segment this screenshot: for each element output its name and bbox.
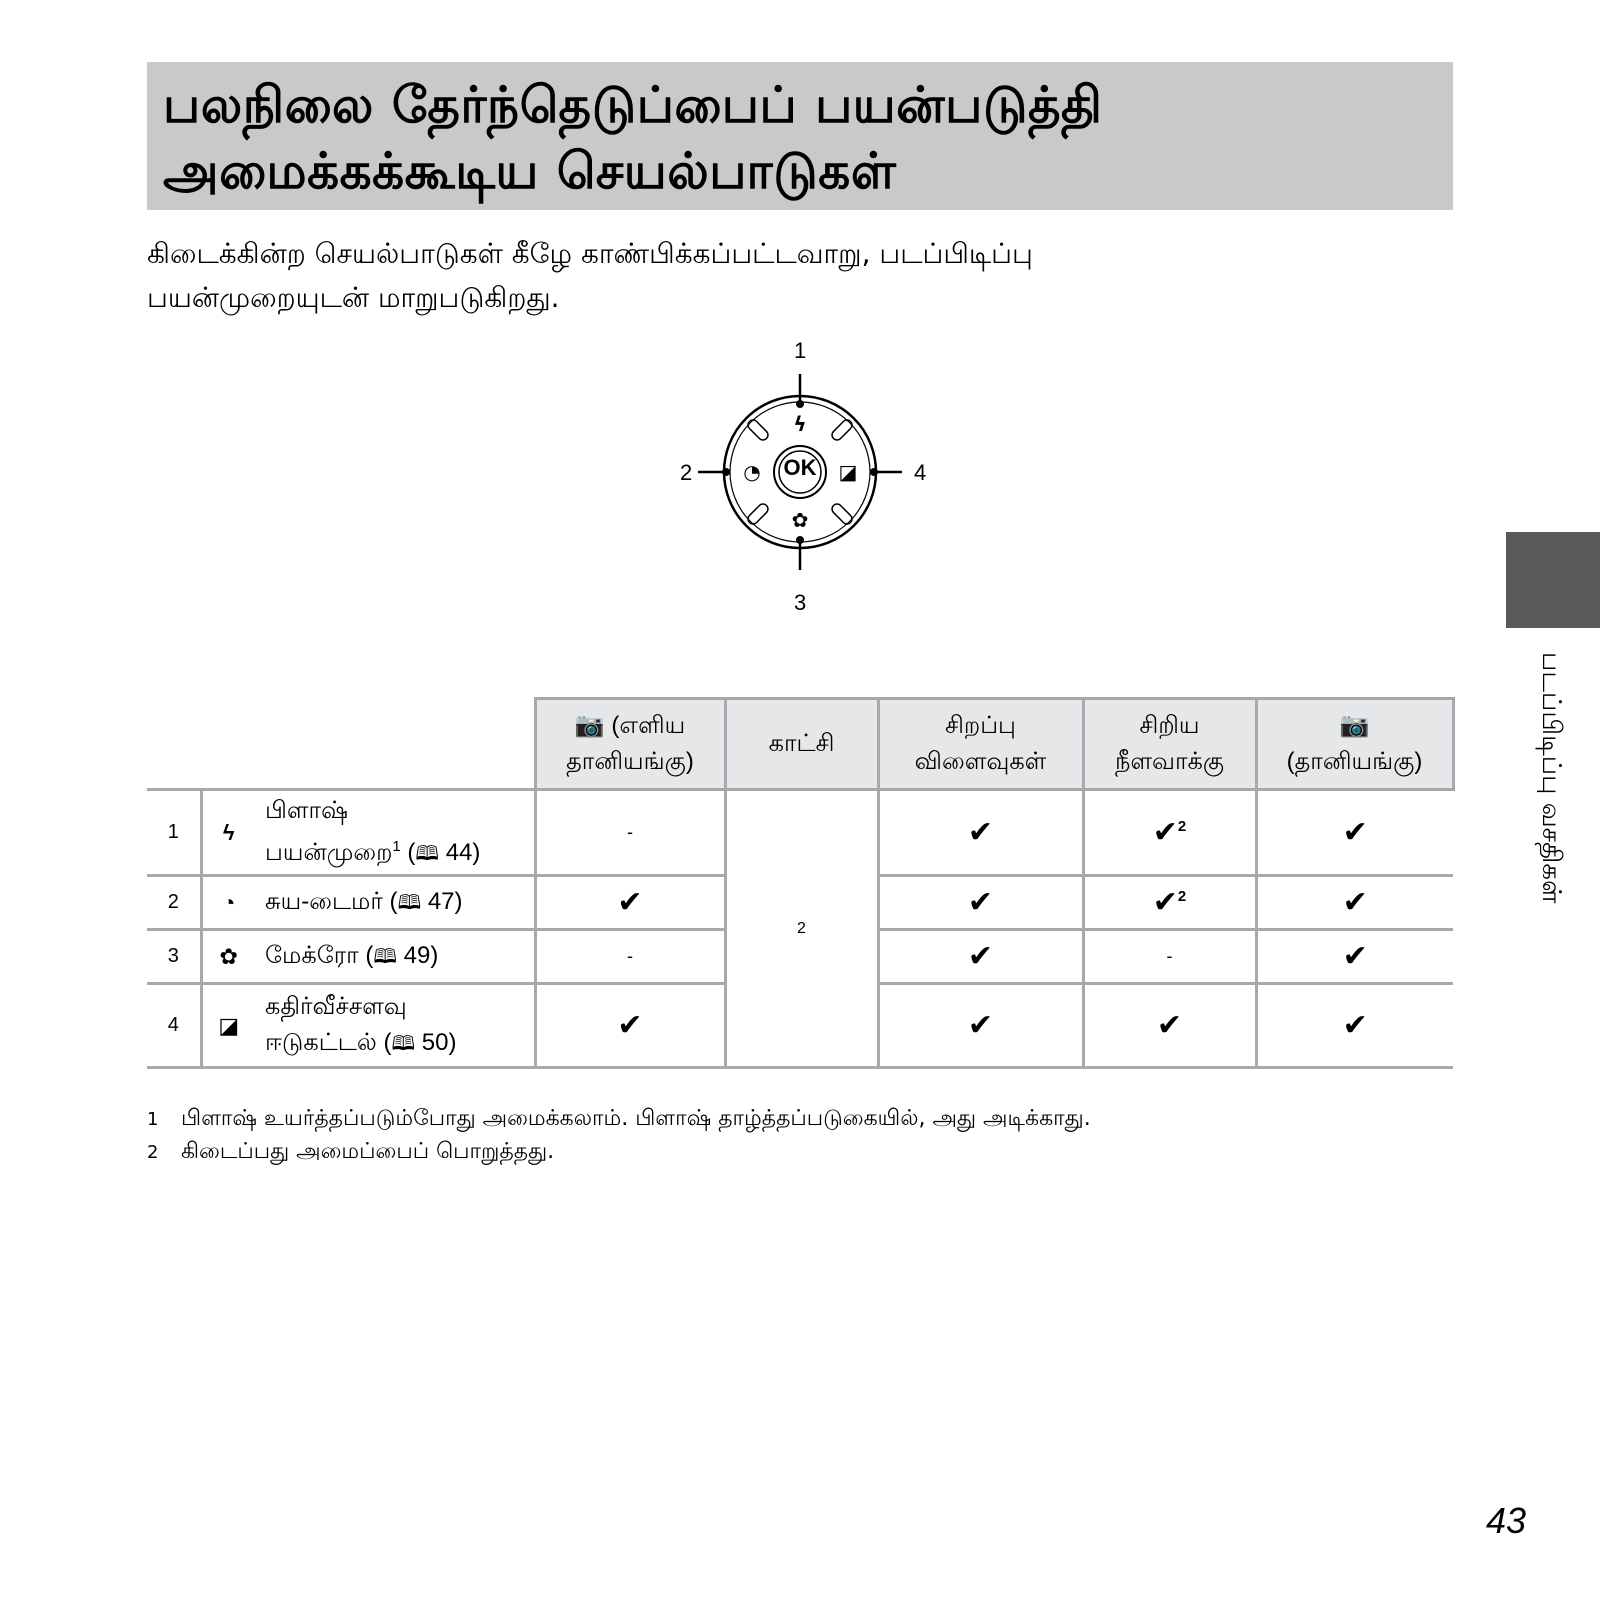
footnote-number: 2 <box>147 1142 159 1163</box>
cell-short-movie: - <box>1083 930 1256 984</box>
flash-icon: ϟ <box>793 412 807 436</box>
footnote-number: 1 <box>147 1109 159 1130</box>
self-timer-icon: ◔ <box>201 876 255 930</box>
page-title <box>147 62 1453 210</box>
col-label: சிறப்பு <box>945 712 1016 739</box>
chapter-tab <box>1506 532 1600 628</box>
function-table <box>147 697 1455 1069</box>
row-name-line-2: பயன்முறை <box>265 839 393 866</box>
callout-2: 2 <box>680 460 693 485</box>
row-name-line-1: கதிர்வீச்சளவு <box>265 993 407 1020</box>
cell-easy-auto: ✔ <box>535 984 725 1068</box>
self-timer-icon: ◔ <box>743 460 761 484</box>
page-ref: 44 <box>445 839 473 866</box>
cell-special-effects: ✔ <box>878 930 1083 984</box>
footnote-ref: 1 <box>392 838 401 855</box>
col-label: காட்சி <box>768 730 835 757</box>
flash-icon: ϟ <box>201 790 255 876</box>
cell-easy-auto: ✔ <box>535 876 725 930</box>
footnote-text: பிளாஷ் உயர்த்தப்படும்போது அமைக்கலாம். பிளாஷ் தாழ்த்தப்படுகையில், அது அடிக்காது. <box>181 1106 1091 1131</box>
col-label: விளைவுகள் <box>914 748 1047 775</box>
macro-icon: ✿ <box>791 508 809 532</box>
auto-camera-icon: 📷 <box>1339 712 1370 739</box>
book-icon: 🕮 <box>391 1033 416 1055</box>
exposure-compensation-icon: ◪ <box>201 984 255 1068</box>
table-header-row <box>147 699 1453 790</box>
intro-paragraph <box>147 232 1447 320</box>
cell-short-movie <box>1083 876 1256 930</box>
page-ref: 47 <box>427 888 455 915</box>
col-header-special-effects <box>878 699 1083 790</box>
col-label: (எளிய <box>611 712 686 739</box>
page-ref: 49 <box>403 942 431 969</box>
cell-auto: ✔ <box>1256 984 1453 1068</box>
page-number: 43 <box>1485 1500 1526 1541</box>
title-line-2: அமைக்கக்கூடிய செயல்பாடுகள் <box>163 142 897 200</box>
table-row <box>147 790 1453 876</box>
row-name-line-1: சுய-டைமர் <box>265 888 383 915</box>
col-label: சிறிய <box>1139 712 1200 739</box>
footnote-ref: 2 <box>1177 888 1187 905</box>
col-label: தானியங்கு) <box>566 748 694 775</box>
col-label: (தானியங்கு) <box>1286 748 1423 775</box>
cell-scene: 2 <box>725 790 878 1068</box>
check-mark: ✔ <box>1152 886 1178 919</box>
book-icon: 🕮 <box>373 946 397 968</box>
row-name-line-2: ஈடுகட்டல் <box>265 1029 377 1056</box>
chapter-label: படப்பிடிப்பு வசதிகள் <box>1536 652 1566 904</box>
footnotes <box>147 1103 1091 1169</box>
row-number: 1 <box>147 790 201 876</box>
book-icon: 🕮 <box>415 843 440 865</box>
callout-3: 3 <box>794 590 807 615</box>
callout-4: 4 <box>914 460 927 485</box>
row-number: 2 <box>147 876 201 930</box>
col-header-scene <box>725 699 878 790</box>
easy-auto-camera-icon: 📷 <box>574 712 605 739</box>
title-line-1: பலநிலை தேர்ந்தெடுப்பைப் பயன்படுத்தி <box>163 76 1103 134</box>
col-header-short-movie <box>1083 699 1256 790</box>
cell-special-effects: ✔ <box>878 876 1083 930</box>
row-name-line-1: பிளாஷ் <box>265 797 348 824</box>
col-header-auto <box>1256 699 1453 790</box>
callout-1: 1 <box>794 338 807 363</box>
row-number: 3 <box>147 930 201 984</box>
row-name: பிளாஷ் பயன்முறை$^1$ (🕮 44) <box>255 790 535 876</box>
row-name-line-1: மேக்ரோ <box>265 942 359 969</box>
footnote-ref: 2 <box>1177 818 1187 835</box>
row-number: 4 <box>147 984 201 1068</box>
intro-line-1: கிடைக்கின்ற செயல்பாடுகள் கீழே காண்பிக்கப்பட்டவாறு, படப்பிடிப்பு <box>147 237 1033 270</box>
cell-special-effects: ✔ <box>878 790 1083 876</box>
row-name: மேக்ரோ (🕮 49) <box>255 930 535 984</box>
ok-label: OK <box>783 455 817 480</box>
col-header-easy-auto <box>535 699 725 790</box>
cell-auto: ✔ <box>1256 790 1453 876</box>
page-ref: 50 <box>421 1029 449 1056</box>
cell-short-movie: ✔ <box>1083 984 1256 1068</box>
cell-easy-auto: - <box>535 790 725 876</box>
footnote-text: கிடைப்பது அமைப்பைப் பொறுத்தது. <box>181 1139 555 1164</box>
intro-line-2: பயன்முறையுடன் மாறுபடுகிறது. <box>147 281 560 314</box>
macro-icon: ✿ <box>201 930 255 984</box>
cell-auto: ✔ <box>1256 930 1453 984</box>
row-name: கதிர்வீச்சளவு ஈடுகட்டல் (🕮 50) <box>255 984 535 1068</box>
row-name: சுய-டைமர் (🕮 47) <box>255 876 535 930</box>
col-label: நீளவாக்கு <box>1114 748 1225 775</box>
cell-auto: ✔ <box>1256 876 1453 930</box>
multi-selector-diagram <box>680 338 927 618</box>
exposure-compensation-icon: ◪ <box>838 460 858 484</box>
book-icon: 🕮 <box>397 892 422 914</box>
cell-special-effects: ✔ <box>878 984 1083 1068</box>
cell-short-movie <box>1083 790 1256 876</box>
check-mark: ✔ <box>1152 816 1178 849</box>
header-blank <box>147 699 535 790</box>
footnote-1 <box>147 1103 1091 1136</box>
footnote-2 <box>147 1136 1091 1169</box>
cell-easy-auto: - <box>535 930 725 984</box>
